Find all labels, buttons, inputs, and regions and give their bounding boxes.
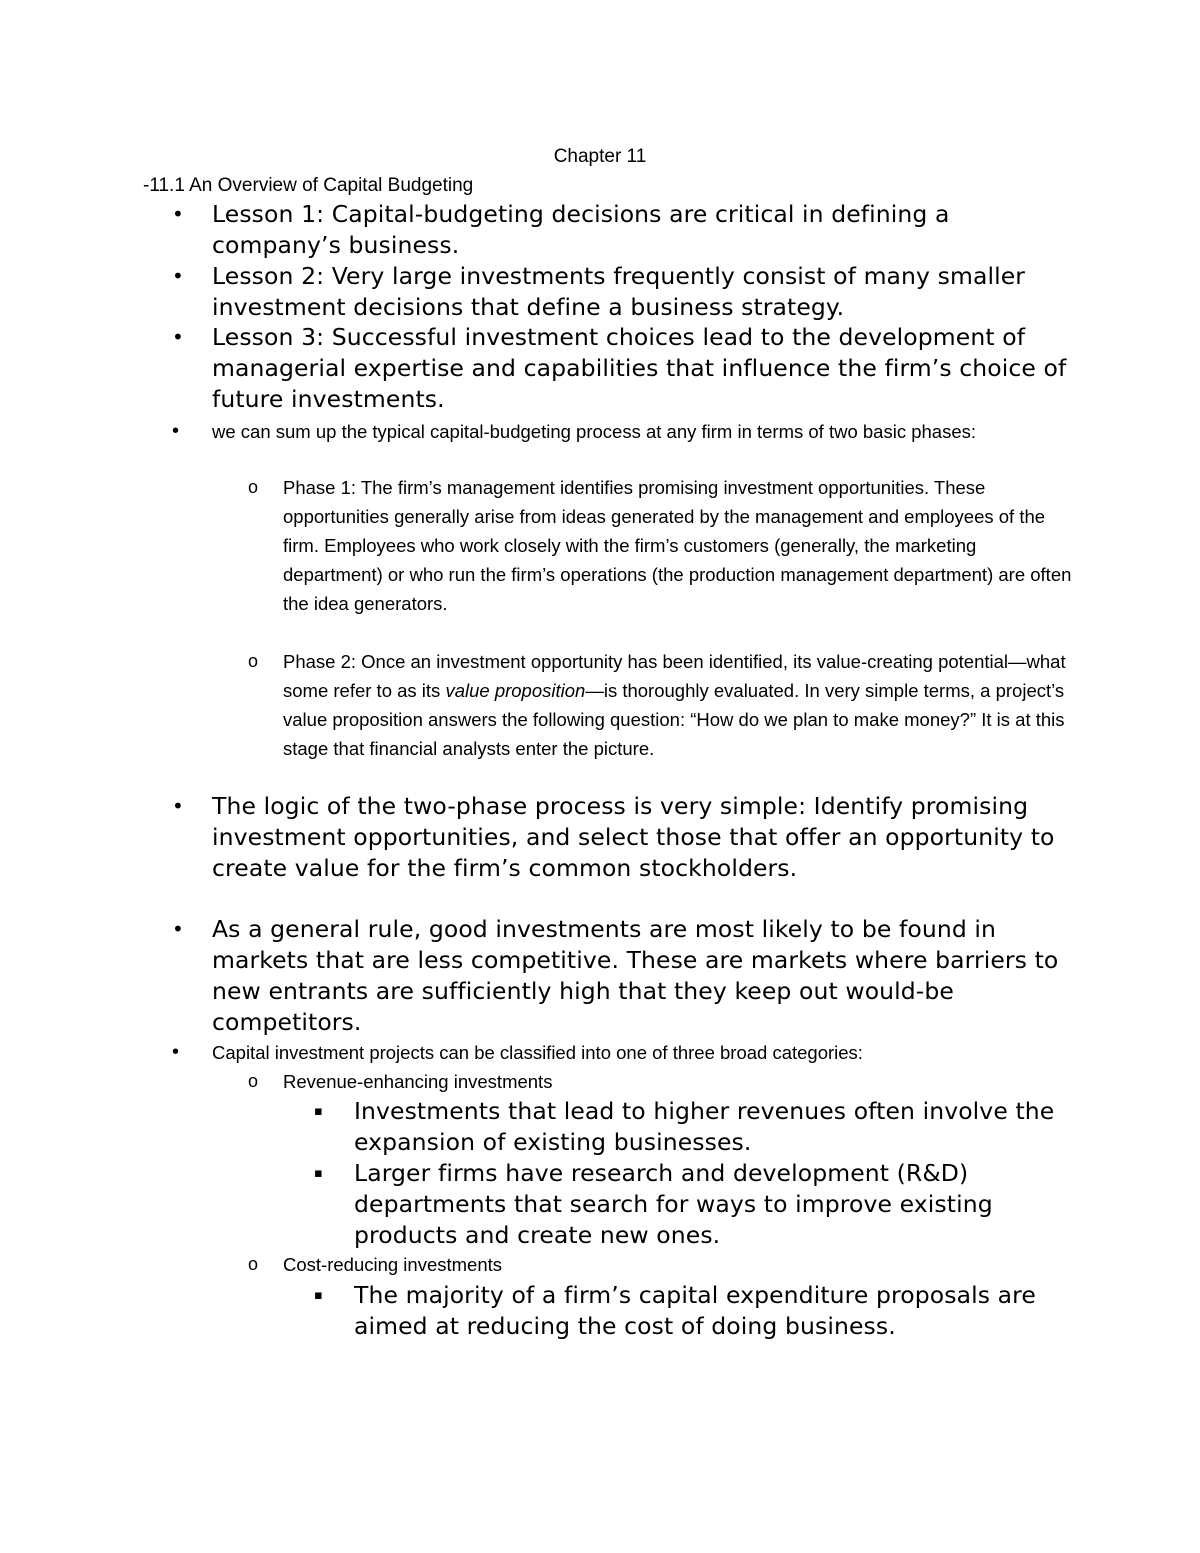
sub-bullet-cost-reducing [248,1250,1073,1279]
bullet-lesson-2 [172,261,1072,323]
sub-bullet-marker: o [248,477,259,497]
bullet-two-phase-logic [172,791,1072,884]
sub-bullet-phase-2 [248,647,1073,763]
bullet-investment-categories [172,1038,1072,1067]
sub-bullet-text-start: Phase 2: Once an investment opportunity has been identified, its value-creating potential—what some refer to as its [283,651,1066,701]
bullet-marker: • [172,917,184,941]
sub-bullet-text: Revenue-enhancing investments [283,1071,553,1092]
bullet-marker: • [172,420,180,442]
bullet-marker: • [172,202,184,226]
sub-bullet-text: Cost-reducing investments [283,1254,503,1275]
bullet-marker: • [172,325,184,349]
bullet-text: As a general rule, good investments are most likely to be found in markets that are less competitive. These are markets where barriers to new entrants are sufficiently high that they keep out would-be competitors. [212,915,1059,1036]
chapter-title: Chapter 11 [553,146,647,167]
sub-bullet-text: Phase 1: The firm’s management identifies promising investment opportunities. These opportunities generally arise from ideas generated by the management and employees of the firm. Employees who work closely with the firm’s customers (generally, the marketing department) or who run the firm’s operations (the production management department) are often the idea generators. [283,477,1072,614]
bullet-text: Capital investment projects can be classified into one of three broad categories: [212,1042,863,1063]
square-bullet-higher-revenues [314,1096,1074,1158]
value-proposition-italic: value proposition [445,680,586,701]
bullet-text: Lesson 3: Successful investment choices lead to the development of managerial expertise and capabilities that influence the firm’s choice of future investments. [212,323,1067,413]
sub-bullet-revenue-enhancing [248,1067,1073,1096]
bullet-marker: • [172,794,184,818]
square-bullet-marker: ▪ [314,1166,323,1181]
bullet-text: we can sum up the typical capital-budgeting process at any firm in terms of two basic phases: [212,421,977,442]
square-bullet-rnd [314,1158,1074,1251]
square-bullet-marker: ▪ [314,1104,323,1119]
bullet-text: The logic of the two-phase process is very simple: Identify promising investment opportunities, and select those that offer an opportunity to create value for the firm’s common stockholders. [212,792,1055,882]
bullet-text: Lesson 1: Capital-budgeting decisions are critical in defining a company’s business. [212,200,950,259]
section-heading: -11.1 An Overview of Capital Budgeting [143,175,474,196]
sub-bullet-phase-1 [248,473,1073,618]
bullet-two-phases [172,417,1072,446]
bullet-marker: • [172,1041,180,1063]
bullet-lesson-1 [172,199,1072,261]
square-bullet-cost-of-business [314,1280,1074,1342]
sub-bullet-marker: o [248,1254,259,1274]
square-bullet-marker: ▪ [314,1288,323,1303]
bullet-lesson-3 [172,322,1072,415]
square-bullet-text: Investments that lead to higher revenues often involve the expansion of existing businesses. [354,1097,1055,1156]
sub-bullet-marker: o [248,1071,259,1091]
square-bullet-text: The majority of a firm’s capital expenditure proposals are aimed at reducing the cost of doing business. [354,1281,1036,1340]
bullet-text: Lesson 2: Very large investments frequently consist of many smaller investment decisions that define a business strategy. [212,262,1026,321]
bullet-marker: • [172,264,184,288]
sub-bullet-text-end: —is thoroughly evaluated. In very simple terms, a project’s value proposition answers the following question: “How do we plan to make money?” It is at this stage that financial analysts enter the picture. [283,680,1065,759]
sub-bullet-marker: o [248,651,259,671]
square-bullet-text: Larger firms have research and development (R&D) departments that search for ways to improve existing products and create new ones. [354,1159,993,1249]
bullet-general-rule [172,914,1072,1038]
